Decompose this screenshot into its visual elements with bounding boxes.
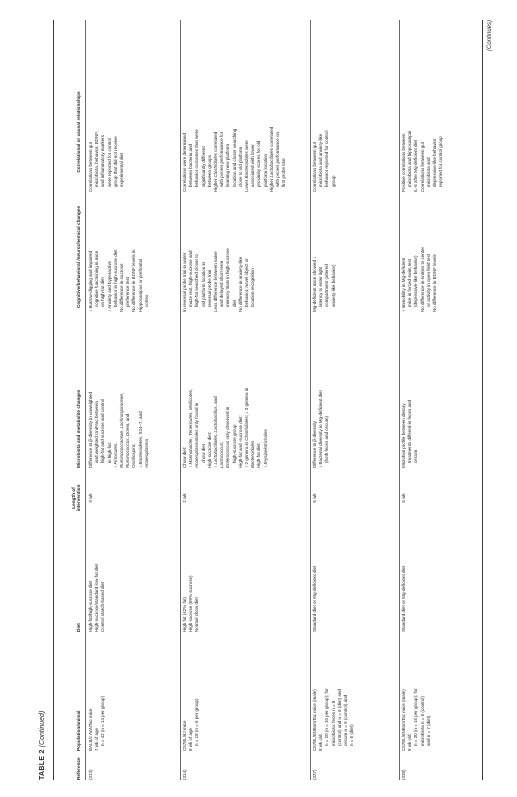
cell-cognitive [88,249,150,312]
cell-line: ↓ Anxiety and hyperactive [106,260,112,312]
cell-line: treatments differed in feces and [407,400,413,463]
cell-reference [401,769,407,780]
cell-line: Oscillospira; [131,443,137,468]
cell-line: behavior reported for control [324,130,330,187]
cell-line: microbiota: feces n = 8 [330,700,336,746]
cell-line: depressive-like behavior [432,138,438,187]
cell-line: and inflammatory markers [100,134,106,187]
cell-length [401,478,407,518]
cell-microbiota [312,390,331,468]
header-length: Length of intervention [70,484,82,512]
cell-line: High fat (42% fat) [182,596,187,632]
header-cognitive: Cognitive/behavioral /neurochemical changes [76,205,82,309]
cell-line: C57BL/6J mice [182,720,187,751]
cell-line: 7 wk of age [94,727,100,751]
cell-line: latency to enter light [318,266,324,307]
cell-line: (338) [401,769,406,780]
cell-line: No difference in BDNF levels [432,254,438,312]
continues-footer: (Continues) [487,20,493,52]
cell-line: High-sucrose diet: [206,431,212,468]
cell-line: Standard diet or Mg-deficient diet [312,565,317,632]
cell-line: first probe trial [281,158,287,187]
cell-population [88,696,107,751]
cell-line: cecum [413,449,419,463]
cell-line: No difference in entries to center [419,247,425,312]
cell-line: mice in forced swim test [407,258,413,307]
cell-line: Anaeroplasma [143,438,149,468]
cell-line: 9 wk [88,493,93,503]
cell-line: in high-fat: [106,441,112,463]
cell-line: Control starch-based diet [100,581,106,632]
cell-correlational [312,130,337,192]
cell-line: were reported for control [106,137,112,187]
rotated-table [36,20,506,780]
cell-line: No difference in sucrose [119,263,125,312]
cell-reference [88,769,94,780]
cell-line: ↑ Marinobacter, Tenericutes, Mollicutes, [188,388,194,468]
cell-cognitive [401,247,438,312]
cell-cognitive [312,256,337,312]
cell-line: Difference in β-diversity [312,420,317,468]
cell-line: or activity in open field test [425,253,431,307]
cell-microbiota [401,400,420,468]
cell-line: location recognition [250,268,256,307]
cell-line: ↑ Firmicutes, [112,442,118,468]
cell-line: cortex [143,294,149,307]
cell-line: IL-6 after Mg-deficient diet [413,139,419,192]
cell-line: 8 wk old [407,734,413,751]
cell-population [182,698,201,751]
cell-line: No difference in BDNF levels in [131,249,137,312]
cell-line: microbiota and anxiety-like [318,133,324,187]
cell-line: group that did not receive [112,136,118,187]
cell-line: ↑ Erysipelotrichales [262,429,268,468]
cell-line: and weighted UniFrac between [94,400,100,463]
header-microbiota: Microbiota and metabolite changes [76,389,82,468]
cell-line: memory trials in high-sucrose [225,248,231,307]
header-bottom-rule [85,20,86,780]
cell-line: Ruminococcus, Dorea, and [125,413,131,468]
cell-line: maze test, high-sucrose and [188,250,194,307]
cell-line: behavior, novel object or [244,258,250,307]
cell-cognitive [182,248,256,312]
header-correlational: Correlational or causal relationships [76,91,82,173]
cell-line: on high-fat diet [100,277,106,307]
cell-line: with poorer performance on [275,131,281,187]
cell-line: learning new platform [225,143,231,187]
cell-line: associated with lower [250,144,256,187]
cell-line: high-sucrose group [231,424,237,463]
cell-reference [182,769,188,780]
cell-line: Higher Lactobacillales correlated [268,126,274,192]
cell-line: (depressive-like behavior) [413,255,419,307]
cell-line: with poorer performance for [219,131,225,187]
cell-line: Hippocampus or prefrontal [137,258,143,312]
cell-line: Microbial profile between dietary [401,403,406,468]
cell-line: chow diet [200,443,206,463]
cell-line: High sucrose (89% sucrose) [188,575,194,632]
cell-line: ↑ Immobility in Mg-deficient [401,257,406,312]
row-divider [399,20,400,780]
cell-line: behavior outcomes that were [194,129,200,187]
cell-line: No difference in anxiety-like [237,256,243,312]
cell-line: proximity scores for old [256,140,262,187]
cell-line: Correlations between gut [88,141,93,192]
cell-correlational [401,131,444,192]
table-caption [36,711,50,780]
cell-line: n = 20 (n = 10 per group); for [324,688,330,746]
cell-line: and n = 7 (diet) [425,715,431,746]
cell-line: Positive correlations between [401,133,406,192]
cell-line: Normal chow diet [194,597,200,632]
cell-line: Correlations between gut [312,141,317,192]
cell-correlational [88,131,125,192]
cell-line: 6 wk [401,493,406,503]
header-population: Population/animal [76,710,82,751]
cell-line: platform location [262,153,268,187]
cell-line: (control) and n = 6 (diet) and [336,689,342,746]
cell-population [312,688,355,751]
cell-line: (314) [182,769,187,780]
cell-line: C57BL/6NBomTac mice (male) [312,689,317,751]
cell-line: significantly different [200,146,206,187]
cell-line: (both feces and cecum) [324,415,330,463]
cell-line: Chow diet: [182,446,187,468]
header-diet: Diet [76,623,82,632]
cell-line: and delayed short-term [219,260,225,307]
cell-line: microbiota and hippocampal [407,130,413,187]
cell-line: 6 wk [312,493,317,503]
row-divider [310,20,311,780]
cell-diet [88,564,107,632]
cell-line: 8 wk old [318,734,324,751]
cell-line: In reversal probe trial in water [182,252,187,312]
cell-population [401,688,432,751]
cell-line: Enterococcus only observed in [225,406,231,468]
cell-line: group [330,175,336,187]
table-label: TABLE 2 [39,749,46,780]
cell-diet [312,566,318,632]
cell-diet [182,575,201,632]
cell-line: high-fat and sucrose and control [100,398,106,463]
cell-line: n = 18 (n = 6 per group) [194,698,200,746]
cell-line: Less difference between naive [213,251,219,312]
cell-line: Ruminococcaceae, Lachnospiraceae, [119,392,125,468]
cell-line: High-sucrose/standard low-fat diet [94,563,100,632]
cell-line: 2 wk [182,493,187,503]
table-bottom-rule [482,20,483,780]
cell-line: cecum n = 9 (control) and [343,694,349,746]
cell-line: preference test [125,276,131,307]
cell-microbiota [88,392,150,468]
cell-line: n = 42 (n = 14 per group) [100,695,106,746]
cell-line: Anaeroplasmatales only found in [194,402,200,468]
cell-line: microbiota and [425,157,431,187]
cell-line: microbiota, behavior, BDNF, [94,131,100,187]
header-reference: Reference [76,757,82,780]
cell-line: compartment (altered [324,264,330,307]
cell-line: n = 6 (diet) [349,724,355,746]
cell-line: (313) [88,769,93,780]
cell-line: close to old platform [237,146,243,187]
cell-line: 8 wk of age [188,727,194,751]
cell-line: ↑ 2 genera in Clostridiales; ↓ 3 genera in [244,387,250,468]
cell-line: old platform location in [200,261,206,307]
cell-line: location and closer searching [231,128,237,187]
cell-length [312,478,318,518]
cell-line: ↓ Burrow-digging and impaired [88,250,93,312]
cell-line: ↓ Bacterial diversity in Mg-deficient diet [318,390,324,468]
cell-line: diet [231,299,237,307]
cell-line: High-fat/high-sucrose diet [88,580,93,632]
cell-line: between groups [206,154,212,187]
cell-correlational [182,127,287,192]
cell-reference [312,769,318,780]
cell-line: reported for control group [438,136,444,187]
cell-line: microbiota n = 6 (control) [419,696,425,746]
cell-line: anxiety-like behavior) [330,264,336,307]
cell-line: ↓ Bacteroidetes, S24–7, and [137,411,143,468]
cell-line: C57BL/6NBomTac mice (male) [401,689,406,751]
cell-line: behavior in high-sucrose diet [112,249,118,307]
cell-line: High-fat diet: [256,442,262,468]
cell-line: Standard diet or Mg-deficient diet [401,565,406,632]
cell-line: high-fat searched closer to [194,253,200,307]
cell-line: Bacteroidales [250,440,256,468]
table-caption-continued: (Continued) [39,710,46,748]
cell-diet [401,566,407,632]
cell-line: reversal probe trial [206,269,212,307]
cell-line: Mg-deficient mice showed ↓ [312,256,317,312]
cell-line: between bacteria and [188,143,194,187]
cell-line: Difference in β-diversity in unweighted [88,391,93,468]
cell-line: n = 30 (n = 15 per group); for [413,688,419,746]
cell-line: Lactococcus; [219,441,225,468]
cell-line: experimental diet [119,152,125,187]
cell-line: Correlations between gut [419,141,425,192]
cell-line: Lower Bacteroidales were [244,140,250,192]
cell-line: cognitive functioning in mice [94,250,100,307]
cell-line: BALB/c AnNTac mice [88,708,93,751]
cell-line: (337) [312,769,317,780]
row-divider [180,20,181,780]
cell-line: Correlations were determined [182,132,187,192]
cell-line: Higher Clostridiales correlated [213,131,219,192]
cell-line: ↑ Lactobacillales, Lactobacillus, and [213,396,219,468]
cell-line: High-fat and -sucrose diet: [237,415,243,468]
cell-length [182,478,188,518]
cell-microbiota [182,388,269,468]
cell-length [88,478,94,518]
